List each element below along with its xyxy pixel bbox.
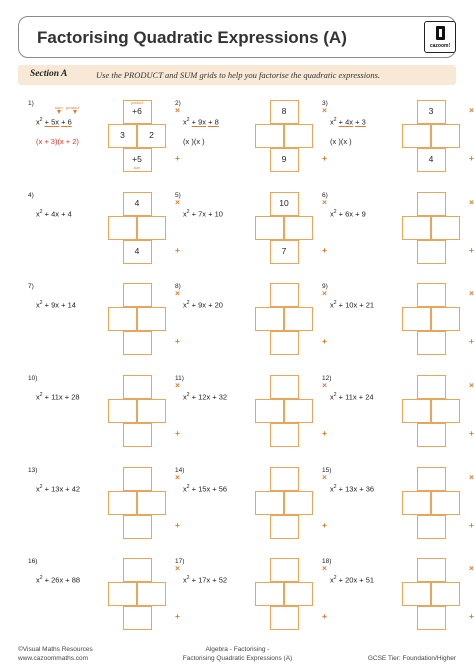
add-icon: + <box>469 428 474 438</box>
sum-cell[interactable] <box>270 606 299 630</box>
multiply-icon: × <box>322 472 327 482</box>
question-number: 9) <box>322 283 328 290</box>
multiply-icon: × <box>175 472 180 482</box>
coef-b: 9 <box>198 117 203 127</box>
factor-cell-right[interactable] <box>431 307 460 331</box>
product-cell[interactable] <box>270 558 299 582</box>
quadratic-expression: $x^2 + 4x + 3$ <box>330 117 366 127</box>
question-13 <box>28 467 178 557</box>
question-11 <box>175 375 325 465</box>
question-number: 5) <box>175 192 181 199</box>
multiply-icon: × <box>469 563 474 573</box>
factor-cell-right[interactable] <box>137 399 166 423</box>
add-icon: + <box>175 428 180 438</box>
footer-topic-line1: Algebra - Factorising - <box>205 646 270 653</box>
sum-cell[interactable] <box>417 515 446 539</box>
add-icon: + <box>175 520 180 530</box>
factor-cell-left[interactable] <box>402 216 431 240</box>
coef-b: 6 <box>345 209 350 219</box>
product-cell[interactable] <box>123 283 152 307</box>
question-5 <box>175 192 325 282</box>
coef-c: 10 <box>214 209 223 219</box>
coef-c: 42 <box>71 484 81 494</box>
multiply-icon: × <box>175 380 180 390</box>
coef-c: 20 <box>214 300 223 310</box>
sum-cell[interactable] <box>123 331 152 355</box>
coef-b: 5 <box>51 117 56 127</box>
sum-cell[interactable] <box>123 515 152 539</box>
multiply-icon: × <box>175 288 180 298</box>
factor-cell-right[interactable] <box>431 399 460 423</box>
footer-topic-line2: Factorising Quadratic Expressions (A) <box>182 655 293 662</box>
coef-c: 21 <box>365 300 375 310</box>
question-14 <box>175 467 325 557</box>
product-cell[interactable]: 3 <box>417 100 446 124</box>
add-icon: + <box>175 153 180 163</box>
question-18 <box>322 558 472 648</box>
factor-cell-left[interactable] <box>402 124 431 148</box>
answer-line[interactable]: (x + 3)(x + 2) <box>36 137 79 146</box>
sum-cell[interactable]: 4 <box>123 240 152 264</box>
factor-cell-left[interactable] <box>255 124 284 148</box>
product-sum-grid <box>255 100 327 172</box>
coef-c: 56 <box>218 484 228 494</box>
coef-c: 88 <box>71 575 81 585</box>
sum-cell[interactable] <box>270 515 299 539</box>
question-number: 17) <box>175 558 185 565</box>
sum-cell[interactable] <box>123 606 152 630</box>
sum-cell[interactable] <box>417 423 446 447</box>
factor-cell-right[interactable] <box>431 582 460 606</box>
factor-cell-right[interactable] <box>137 582 166 606</box>
quadratic-expression: $x^2 + 13x + 36$ <box>330 484 375 494</box>
coef-c: 32 <box>218 392 228 402</box>
product-sum-grid <box>255 283 327 355</box>
add-icon: + <box>469 611 474 621</box>
factor-cell-left[interactable] <box>255 491 284 515</box>
logo-text: cazoom! <box>429 43 451 49</box>
question-number: 18) <box>322 558 332 565</box>
factor-cell-left[interactable] <box>108 491 137 515</box>
multiply-icon: × <box>469 288 474 298</box>
question-number: 16) <box>28 558 38 565</box>
factor-cell-right[interactable] <box>284 124 313 148</box>
add-icon: + <box>175 245 180 255</box>
question-15 <box>322 467 472 557</box>
footer-website[interactable]: www.cazoommaths.com <box>18 655 89 662</box>
coef-b: 9 <box>198 300 203 310</box>
product-cell[interactable] <box>417 375 446 399</box>
quadratic-expression: $x^2 + 9x + 14$ <box>36 300 76 310</box>
multiply-icon: × <box>322 288 327 298</box>
quadratic-expression: $x^2 + 7x + 10$ <box>183 209 223 219</box>
coef-c: 14 <box>67 300 76 310</box>
question-1 <box>28 100 178 190</box>
product-cell[interactable]: 4 <box>123 192 152 216</box>
factor-cell-right[interactable] <box>284 399 313 423</box>
multiply-icon: × <box>322 563 327 573</box>
question-number: 4) <box>28 192 34 199</box>
add-icon: + <box>322 428 327 438</box>
coef-b: 11 <box>51 392 59 402</box>
coef-c: 3 <box>361 117 366 127</box>
question-7 <box>28 283 178 373</box>
factor-cell-right[interactable] <box>284 491 313 515</box>
coef-c: 4 <box>67 209 72 219</box>
question-12 <box>322 375 472 465</box>
quadratic-expression: $x^2 + 12x + 32$ <box>183 392 228 402</box>
quadratic-expression: $x^2 + 4x + 4$ <box>36 209 72 219</box>
add-icon: + <box>322 245 327 255</box>
product-sum-grid <box>402 283 474 355</box>
quadratic-expression: $x^2 + 10x + 21$ <box>330 300 375 310</box>
coef-c: 51 <box>365 575 375 585</box>
factor-cell-right[interactable] <box>284 582 313 606</box>
footer-copyright: ©Visual Maths Resources <box>18 646 93 653</box>
add-icon: + <box>469 336 474 346</box>
factor-cell-right[interactable] <box>431 124 460 148</box>
coef-b: 12 <box>198 392 207 402</box>
multiply-icon: × <box>175 563 180 573</box>
coef-b: 20 <box>345 575 354 585</box>
question-10 <box>28 375 178 465</box>
sum-annotation: sum <box>55 105 63 110</box>
question-2 <box>175 100 325 190</box>
product-sum-grid <box>402 467 474 539</box>
quadratic-expression: $x^2 + 6x + 9$ <box>330 209 366 219</box>
sum-cell[interactable] <box>123 423 152 447</box>
factor-cell-left[interactable] <box>402 491 431 515</box>
multiply-icon: × <box>322 105 327 115</box>
logo-mark-icon <box>436 26 445 40</box>
quadratic-expression: $x^2 + 9x + 8$ <box>183 117 219 127</box>
add-icon: + <box>469 245 474 255</box>
grid-sum-label: sum <box>133 166 141 170</box>
section-instruction: Use the PRODUCT and SUM grids to help you factorise the quadratic expressions. <box>96 69 381 80</box>
product-arrow-icon <box>73 110 77 114</box>
coef-c: 8 <box>214 117 219 127</box>
coef-c: 24 <box>365 392 374 402</box>
coef-b: 13 <box>51 484 60 494</box>
sum-cell[interactable] <box>417 331 446 355</box>
factor-cell-right[interactable] <box>137 307 166 331</box>
product-sum-grid <box>108 283 180 355</box>
question-17 <box>175 558 325 648</box>
product-annotation: product <box>66 105 80 110</box>
sum-cell[interactable] <box>417 240 446 264</box>
sum-cell[interactable]: 4 <box>417 148 446 172</box>
quadratic-expression: $x^2 + 5x + 6$ <box>36 117 72 127</box>
sum-cell[interactable] <box>417 606 446 630</box>
quadratic-expression: $x^2 + 9x + 20$ <box>183 300 223 310</box>
multiply-icon: × <box>469 380 474 390</box>
factor-cell-left[interactable] <box>255 582 284 606</box>
product-cell[interactable] <box>123 558 152 582</box>
sum-arrow-icon <box>57 110 61 114</box>
sum-cell[interactable]: +5 <box>123 148 152 172</box>
footer-left <box>18 645 93 663</box>
factor-cell-left[interactable] <box>108 399 137 423</box>
add-icon: + <box>175 611 180 621</box>
question-3 <box>322 100 472 190</box>
question-4 <box>28 192 178 282</box>
multiply-icon: × <box>322 380 327 390</box>
product-cell[interactable] <box>417 283 446 307</box>
coef-b: 4 <box>51 209 56 219</box>
multiply-icon: × <box>322 197 327 207</box>
product-cell[interactable] <box>270 283 299 307</box>
product-cell[interactable] <box>417 558 446 582</box>
footer-topic <box>150 645 325 663</box>
product-cell[interactable]: 10 <box>270 192 299 216</box>
sum-cell[interactable] <box>270 331 299 355</box>
factor-cell-right[interactable] <box>284 307 313 331</box>
product-sum-grid <box>255 192 327 264</box>
factor-cell-left[interactable] <box>108 216 137 240</box>
coef-b: 15 <box>198 484 207 494</box>
coef-c: 36 <box>365 484 375 494</box>
factor-cell-left[interactable] <box>402 582 431 606</box>
factor-cell-left[interactable] <box>108 307 137 331</box>
question-6 <box>322 192 472 282</box>
grid-product-label: product <box>131 101 143 105</box>
add-icon: + <box>322 520 327 530</box>
quadratic-expression: $x^2 + 15x + 56$ <box>183 484 228 494</box>
question-number: 7) <box>28 283 34 290</box>
question-number: 12) <box>322 375 332 382</box>
product-sum-grid <box>108 100 180 172</box>
multiply-icon: × <box>469 105 474 115</box>
product-cell[interactable] <box>417 192 446 216</box>
multiply-icon: × <box>469 197 474 207</box>
multiply-icon: × <box>175 105 180 115</box>
coef-c: 6 <box>67 117 72 127</box>
factor-cell-right[interactable]: 2 <box>137 124 166 148</box>
coef-b: 13 <box>345 484 354 494</box>
add-icon: + <box>469 520 474 530</box>
question-9 <box>322 283 472 373</box>
add-icon: + <box>322 153 327 163</box>
factor-cell-left[interactable] <box>402 307 431 331</box>
question-number: 10) <box>28 375 38 382</box>
quadratic-expression: $x^2 + 26x + 88$ <box>36 575 81 585</box>
worksheet-header <box>18 16 456 58</box>
add-icon: + <box>469 153 474 163</box>
quadratic-expression: $x^2 + 17x + 52$ <box>183 575 228 585</box>
cazoom-logo <box>424 21 456 53</box>
add-icon: + <box>175 336 180 346</box>
product-sum-grid <box>402 100 474 172</box>
sum-cell[interactable]: 9 <box>270 148 299 172</box>
coef-b: 26 <box>51 575 60 585</box>
section-label: Section A <box>30 69 68 79</box>
question-number: 13) <box>28 467 38 474</box>
product-cell[interactable] <box>270 375 299 399</box>
product-sum-grid <box>108 192 180 264</box>
question-number: 6) <box>322 192 328 199</box>
factor-cell-left[interactable] <box>255 216 284 240</box>
question-number: 11) <box>175 375 184 382</box>
coef-c: 28 <box>71 392 80 402</box>
factor-cell-right[interactable] <box>137 491 166 515</box>
question-number: 15) <box>322 467 332 474</box>
answer-line[interactable]: (x )(x ) <box>330 137 352 146</box>
coef-c: 52 <box>218 575 228 585</box>
coef-b: 11 <box>345 392 353 402</box>
product-cell[interactable]: +6 <box>123 100 152 124</box>
coef-b: 9 <box>51 300 56 310</box>
product-cell[interactable]: 8 <box>270 100 299 124</box>
add-icon: + <box>322 611 327 621</box>
multiply-icon: × <box>175 197 180 207</box>
product-sum-grid <box>402 192 474 264</box>
coef-b: 7 <box>198 209 203 219</box>
question-8 <box>175 283 325 373</box>
worksheet-title: Factorising Quadratic Expressions (A) <box>37 28 347 47</box>
question-number: 2) <box>175 100 181 107</box>
add-icon: + <box>322 336 327 346</box>
factor-cell-left[interactable] <box>255 399 284 423</box>
product-cell[interactable] <box>123 375 152 399</box>
coef-c: 9 <box>361 209 366 219</box>
product-cell[interactable] <box>417 467 446 491</box>
factor-cell-left[interactable] <box>255 307 284 331</box>
quadratic-expression: $x^2 + 13x + 42$ <box>36 484 81 494</box>
coef-b: 10 <box>345 300 354 310</box>
factor-cell-right[interactable] <box>431 491 460 515</box>
product-sum-grid <box>402 558 474 630</box>
factor-cell-right[interactable] <box>431 216 460 240</box>
factor-cell-right[interactable] <box>284 216 313 240</box>
factor-cell-left[interactable]: 3 <box>108 124 137 148</box>
question-16 <box>28 558 178 648</box>
question-number: 1) <box>28 100 34 107</box>
sum-cell[interactable] <box>270 423 299 447</box>
product-cell[interactable] <box>123 467 152 491</box>
coef-b: 4 <box>345 117 350 127</box>
section-bar <box>18 65 456 85</box>
quadratic-expression: $x^2 + 11x + 24$ <box>330 392 374 402</box>
factor-cell-left[interactable] <box>402 399 431 423</box>
product-cell[interactable] <box>270 467 299 491</box>
sum-cell[interactable]: 7 <box>270 240 299 264</box>
quadratic-expression: $x^2 + 20x + 51$ <box>330 575 375 585</box>
question-number: 8) <box>175 283 181 290</box>
product-sum-grid <box>402 375 474 447</box>
footer-tier: GCSE Tier: Foundation/Higher <box>367 655 456 662</box>
multiply-icon: × <box>469 472 474 482</box>
question-number: 14) <box>175 467 185 474</box>
coef-b: 17 <box>198 575 207 585</box>
quadratic-expression: $x^2 + 11x + 28$ <box>36 392 80 402</box>
factor-cell-left[interactable] <box>108 582 137 606</box>
answer-line[interactable]: (x )(x ) <box>183 137 205 146</box>
question-number: 3) <box>322 100 328 107</box>
factor-cell-right[interactable] <box>137 216 166 240</box>
